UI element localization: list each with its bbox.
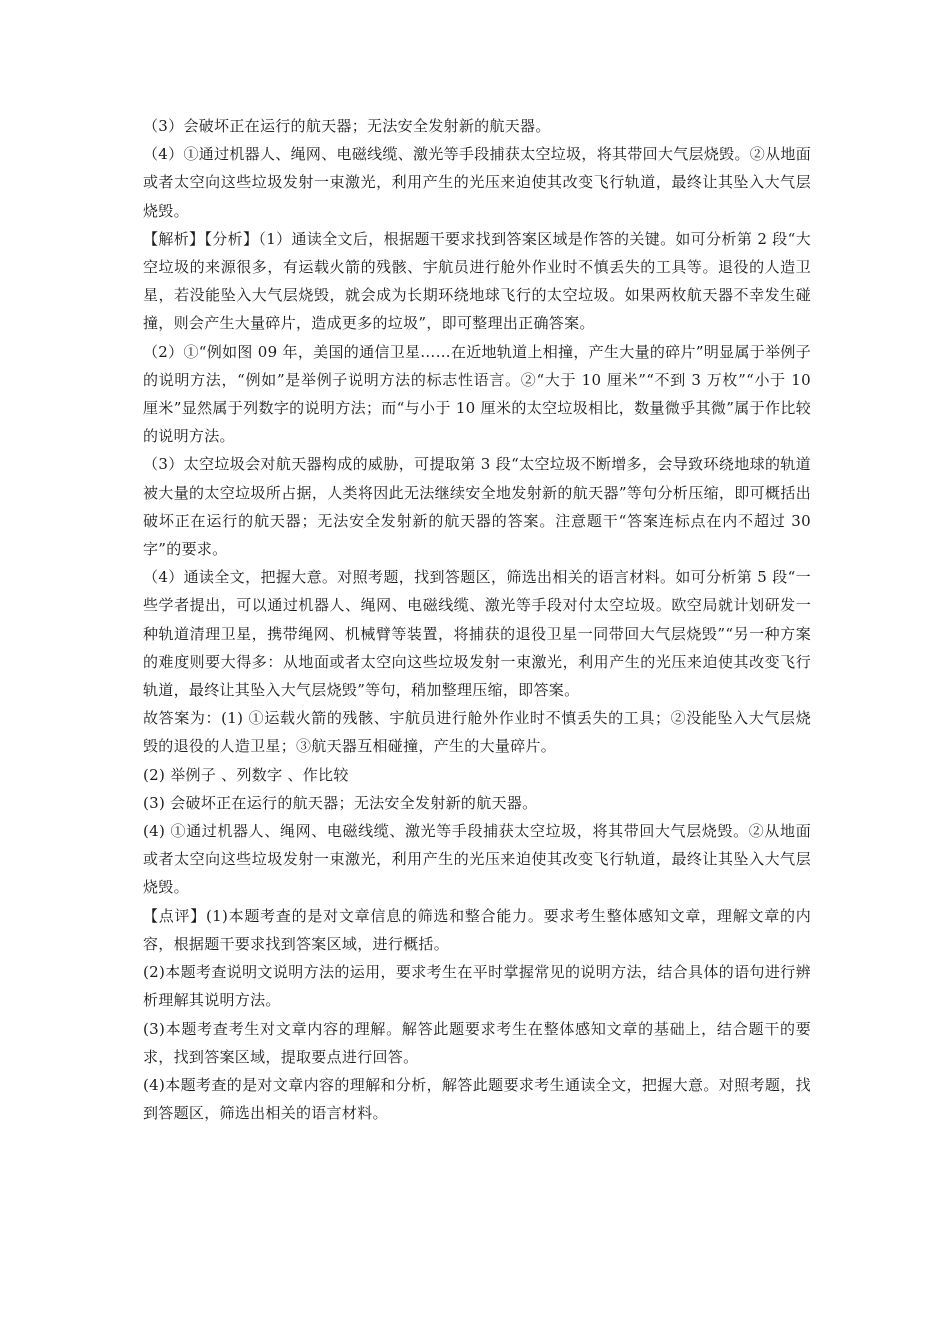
analysis-1-paragraph: 【解析】【分析】（1）通读全文后，根据题干要求找到答案区域是作答的关键。如可分析第 2 段“大空垃圾的来源很多，有运载火箭的残骸、宇航员进行舱外作业时不慎丢失的工具等。退役的人造卫星，若没能坠入大气层烧毁，就会成为长期环绕地球飞行的太空垃圾。如果两枚航天器不幸发生碰撞，则会产生大量碎片，造成更多的垃圾”，即可整理出正确答案。 [143, 229, 811, 333]
answer-3-line: （3）会破坏正在运行的航天器；无法安全发射新的航天器。 [143, 117, 551, 135]
analysis-2-paragraph: （2）①“例如图 09 年，美国的通信卫星……在近地轨道上相撞，产生大量的碎片”明显属于举例子的说明方法，“例如”是举例子说明方法的标志性语言。②“大于 10 厘米”“不到 3 万枚”“小于 10 厘米”显然属于列数字的说明方法；而“与小于 10 厘米的太空垃圾相比，数量微乎其微”属于作比较的说明方法。 [143, 342, 811, 446]
final-answer-4: (4) ①通过机器人、绳网、电磁线缆、激光等手段捕获太空垃圾，将其带回大气层烧毁。②从地面或者太空向这些垃圾发射一束激光，利用产生的光压来迫使其改变飞行轨道，最终让其坠入大气层烧毁。 [143, 822, 811, 897]
document-page [143, 112, 811, 1127]
comment-2-paragraph: (2)本题考查说明文说明方法的运用，要求考生在平时掌握常见的说明方法，结合具体的语句进行辨析理解其说明方法。 [143, 963, 811, 1010]
answer-4-paragraph: （4）①通过机器人、绳网、电磁线缆、激光等手段捕获太空垃圾，将其带回大气层烧毁。②从地面或者太空向这些垃圾发射一束激光，利用产生的光压来迫使其改变飞行轨道，最终让其坠入大气层烧毁。 [143, 145, 811, 220]
final-answer-3: (3) 会破坏正在运行的航天器；无法安全发射新的航天器。 [143, 793, 538, 812]
final-answer-1: 故答案为：(1) ①运载火箭的残骸、宇航员进行舱外作业时不慎丢失的工具；②没能坠入大气层烧毁的退役的人造卫星；③航天器互相碰撞，产生的大量碎片。 [143, 709, 811, 756]
final-answer-2: (2) 举例子 、列数字 、作比较 [143, 765, 349, 784]
analysis-3-paragraph: （3）太空垃圾会对航天器构成的威胁，可提取第 3 段“太空垃圾不断增多，会导致环绕地球的轨道被大量的太空垃圾所占据，人类将因此无法继续安全地发射新的航天器”等句分析压缩，即可概括出破坏正在运行的航天器；无法安全发射新的航天器的答案。注意题干“答案连标点在内不超过 30 字”的要求。 [143, 455, 811, 559]
comment-1-paragraph: 【点评】(1)本题考查的是对文章信息的筛选和整合能力。要求考生整体感知文章，理解文章的内容，根据题干要求找到答案区域，进行概括。 [143, 906, 811, 953]
analysis-4-paragraph: （4）通读全文，把握大意。对照考题，找到答题区，筛选出相关的语言材料。如可分析第 5 段“一些学者提出，可以通过机器人、绳网、电磁线缆、激光等手段对付太空垃圾。欧空局就计划研发一种轨道清理卫星，携带绳网、机械臂等装置，将捕获的退役卫星一同带回大气层烧毁”“另一种方案的难度则要大得多：从地面或者太空向这些垃圾发射一束激光，利用产生的光压来迫使其改变飞行轨道，最终让其坠入大气层烧毁”等句，稍加整理压缩，即答案。 [143, 568, 811, 700]
comment-3-paragraph: (3)本题考查考生对文章内容的理解。解答此题要求考生在整体感知文章的基础上，结合题干的要求，找到答案区域，提取要点进行回答。 [143, 1019, 811, 1066]
comment-4-paragraph: (4)本题考查的是对文章内容的理解和分析，解答此题要求考生通读全文，把握大意。对照考题，找到答题区，筛选出相关的语言材料。 [143, 1075, 811, 1123]
